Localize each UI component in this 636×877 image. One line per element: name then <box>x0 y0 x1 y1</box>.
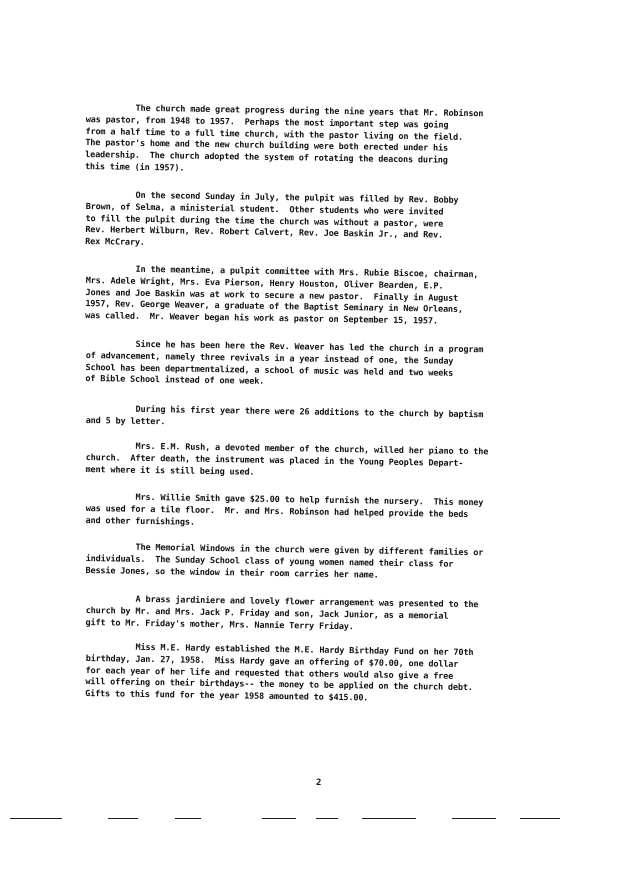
footer-rule-fragment <box>10 818 62 819</box>
paragraph-brass-jardiniere: A brass jardiniere and lovely flower arrangement was presented to the church by Mr. and Mrs. Jack P. Friday and son, Jack Junior, as a memorial gift to Mr. Friday's mother, Mrs. Nannie Terry Friday. <box>85 594 479 632</box>
footer-rule-fragment <box>262 818 296 819</box>
paragraph-nursery-gift: Mrs. Willie Smith gave $25.00 to help furnish the nursery. This money was used for a tile floor. Mr. and Mrs. Robinson had helped provide the beds and other furnishings. <box>85 492 484 528</box>
paragraph-pulpit-committee: In the meantime, a pulpit committee with Mrs. Rubie Biscoe, chairman, Mrs. Adele Wright, Mrs. Eva Pierson, Henry Houston, Oliver Bearden, E.P. Jones and Joe Baskin was at work to secure a new pastor. Finally in August 1957, Rev. George Weaver, a graduate of the Baptist Seminary in New Orleans, was called. Mr. Weaver began his work as pastor on September 15, 1957. <box>85 264 479 327</box>
footer-rule-fragment <box>108 818 138 819</box>
paragraph-birthday-fund: Miss M.E. Hardy established the M.E. Hardy Birthday Fund on her 70th birthday, Jan. 27, 1958. Miss Hardy gave an offering of $70.00, one dollar for each year of her life and requested that others would also give a free will offering on their birthdays-- the money to be applied on the church debt. Gifts to this fund for the year 1958 amounted to $415.00. <box>85 642 474 704</box>
footer-rule-fragment <box>316 818 338 819</box>
footer-rule-fragment <box>452 818 496 819</box>
paragraph-memorial-windows: The Memorial Windows in the church were given by different families or individuals. The Sunday School class of young women named their class for Bessie Jones, so the window in their room carries her name. <box>85 542 484 581</box>
paragraph-pulpit-supply: On the second Sunday in July, the pulpit was filled by Rev. Bobby Brown, of Selma, a ministerial student. Other students who were invited to fill the pulpit during the time the church was without a pastor, were Rev. Herbert Wilburn, Rev. Robert Calvert, Rev. Joe Baskin Jr., and Rev. Rex McCrary. <box>85 190 459 249</box>
paragraph-weaver-program: Since he has been here the Rev. Weaver has led the church in a program of advancement, namely three revivals in a year instead of one, the Sunday School has been departmentalized, a school of music was held and two weeks of Bible School instead of one week. <box>85 339 484 388</box>
paragraph-piano-gift: Mrs. E.M. Rush, a devoted member of the church, willed her piano to the church. After death, the instrument was placed in the Young Peoples Depart- ment where it is still being used. <box>85 441 489 478</box>
paragraph-robinson-pastorate: The church made great progress during the nine years that Mr. Robinson was pastor, from 1948 to 1957. Perhaps the most important step was going from a half time to a full time church, with the pastor living on the field. The pastor's home and the new church building were both erected under his leadership. The church adopted the system of rotating the deacons during this time (in 1957). <box>84 103 484 174</box>
footer-rule-fragment <box>362 818 416 819</box>
footer-rule-fragment <box>520 818 560 819</box>
footer-rule-fragment <box>175 818 201 819</box>
paragraph-additions: During his first year there were 26 additions to the church by baptism and 5 by letter. <box>85 404 484 428</box>
page-number: 2 <box>316 778 322 788</box>
